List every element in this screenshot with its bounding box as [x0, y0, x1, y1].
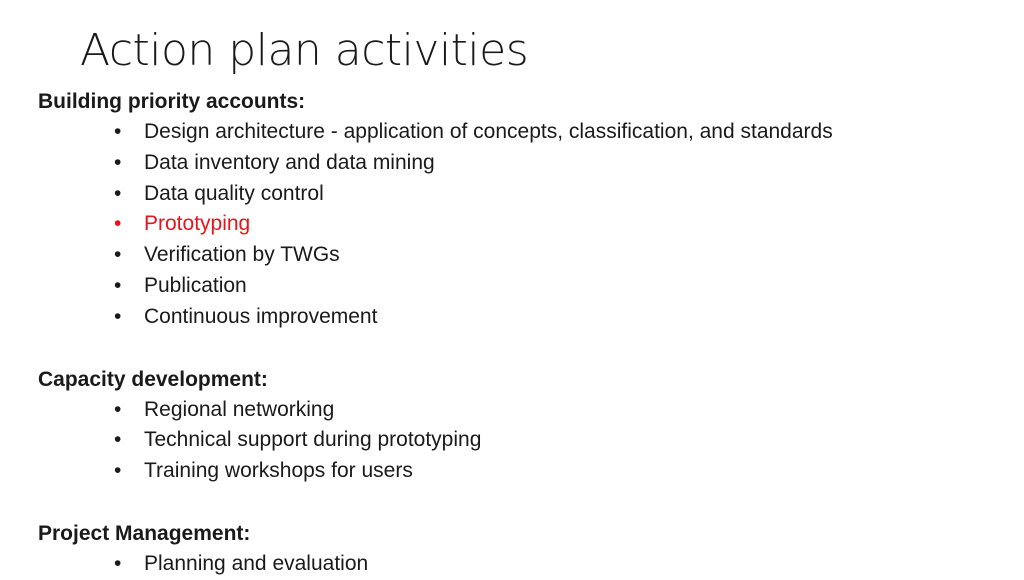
list-item	[114, 179, 1008, 210]
bullet-icon: •	[114, 397, 122, 421]
list-item-highlighted	[114, 209, 1008, 240]
bullet-icon: •	[114, 551, 122, 575]
list-item	[114, 302, 1008, 333]
bullet-icon: •	[114, 428, 122, 452]
list-item-text: Technical support during prototyping	[144, 428, 482, 452]
list-item	[114, 117, 1008, 148]
list-item-text: Regional networking	[144, 397, 335, 421]
list-item-text: Verification by TWGs	[144, 243, 340, 267]
bullet-icon: •	[114, 273, 122, 297]
slide-title: Action plan activities	[80, 25, 529, 76]
list-item	[114, 456, 1008, 487]
bullet-icon: •	[114, 212, 122, 236]
bullet-icon: •	[114, 304, 122, 328]
slide-content	[38, 86, 1008, 580]
list-item-text: Design architecture - application of concepts, classification, and standards	[144, 120, 833, 143]
section-building-priority-accounts	[38, 86, 1008, 333]
list-item-text: Continuous improvement	[144, 304, 378, 328]
section-project-management	[38, 518, 1008, 580]
bullet-list	[38, 395, 1008, 487]
section-spacer	[38, 333, 1008, 364]
bullet-icon: •	[114, 243, 122, 267]
section-capacity-development	[38, 364, 1008, 487]
section-heading: Building priority accounts:	[38, 90, 306, 113]
bullet-icon: •	[114, 150, 122, 174]
section-spacer	[38, 487, 1008, 518]
list-item	[114, 240, 1008, 271]
list-item-text: Data inventory and data mining	[144, 150, 435, 174]
list-item-text: Publication	[144, 273, 247, 297]
bullet-icon: •	[114, 181, 122, 205]
list-item	[114, 271, 1008, 302]
list-item	[114, 425, 1008, 456]
bullet-list	[38, 117, 1008, 333]
list-item	[114, 395, 1008, 426]
section-heading: Capacity development:	[38, 367, 268, 391]
list-item	[114, 549, 1008, 580]
list-item-text: Data quality control	[144, 181, 324, 205]
bullet-list	[38, 549, 1008, 580]
list-item	[114, 148, 1008, 179]
bullet-icon: •	[114, 120, 122, 143]
bullet-icon: •	[114, 459, 122, 483]
list-item-text: Training workshops for users	[144, 459, 413, 483]
section-heading: Project Management:	[38, 521, 251, 545]
list-item-text: Prototyping	[144, 212, 251, 236]
list-item-text: Planning and evaluation	[144, 551, 369, 575]
